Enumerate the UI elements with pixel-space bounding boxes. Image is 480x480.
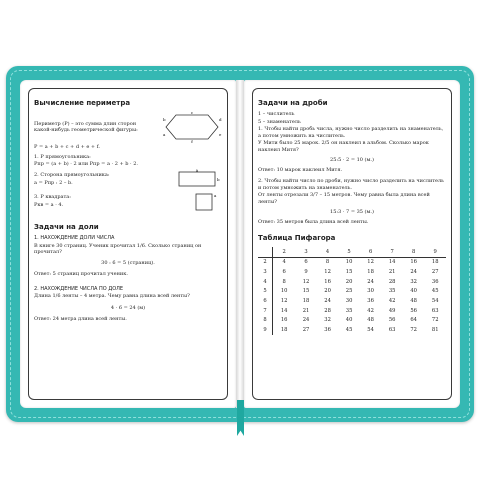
pythagoras-cell: 14 <box>388 259 396 266</box>
square-formula: Pкв = a · 4. <box>34 201 64 208</box>
pythagoras-cell: 12 <box>367 259 374 266</box>
pythagoras-cell: 4 <box>258 277 273 287</box>
pythagoras-cell: 9 <box>304 268 308 275</box>
pythagoras-cell: 12 <box>302 278 310 285</box>
pythagoras-cell: 10 <box>345 259 353 266</box>
pythagoras-cell: 28 <box>324 307 331 314</box>
pythagoras-header-cell: 6 <box>360 247 382 257</box>
pythagoras-cell: 20 <box>324 288 331 295</box>
pythagoras-header-cell: 3 <box>295 247 317 257</box>
pythagoras-cell: 49 <box>388 307 396 314</box>
pythagoras-cell: 7 <box>258 306 273 316</box>
pythagoras-header-cell: 9 <box>424 247 446 257</box>
pythagoras-header-cell: 8 <box>403 247 425 257</box>
pythagoras-cell: 63 <box>388 327 396 334</box>
pythagoras-cell: 21 <box>388 268 396 275</box>
pythagoras-cell: 6 <box>304 259 308 266</box>
perimeter-def-row <box>34 111 222 143</box>
pythagoras-cell: 54 <box>367 327 374 334</box>
pythagoras-cell: 56 <box>388 317 396 324</box>
pythagoras-cell: 12 <box>280 298 288 305</box>
pythagoras-cell: 27 <box>302 327 310 334</box>
pythagoras-cell: 16 <box>280 317 288 324</box>
pythagoras-cell: 12 <box>324 268 331 275</box>
pythagoras-cell: 72 <box>410 327 417 334</box>
pythagoras-cell: 9 <box>258 326 273 336</box>
square-label: 3. P квадрата: <box>34 194 71 200</box>
fractions-rule1-calc: 25:5 · 2 = 10 (м.) <box>330 156 374 163</box>
shares-section2-calc: 4 · 6 = 24 (м) <box>110 304 146 311</box>
pythagoras-cell: 4 <box>282 259 286 266</box>
side-row <box>34 169 222 189</box>
fractions-note-denominator: 5 – знаменатель <box>258 118 301 125</box>
pythagoras-cell: 40 <box>345 317 353 324</box>
pythagoras-cell: 18 <box>367 268 374 275</box>
pythagoras-cell: 40 <box>410 288 417 295</box>
pythagoras-cell: 48 <box>367 317 374 324</box>
shares-section2-answer: Ответ: 24 метра длина всей ленты. <box>34 315 127 322</box>
pythagoras-cell: 42 <box>367 307 374 314</box>
shares-section2-text: Длина 1/6 ленты – 4 метра. Чему равна длина всей ленты? <box>34 293 190 300</box>
pythagoras-cell: 64 <box>410 317 417 324</box>
rect-formula: Pпр = (a + b) · 2 или Pпр = a · 2 + b · 2. <box>34 161 138 168</box>
pythagoras-cell: 6 <box>282 268 286 275</box>
shares-title: Задачи на доли <box>34 223 99 231</box>
square-row <box>34 189 222 213</box>
square-label-a: a <box>214 193 217 198</box>
pythagoras-cell: 28 <box>388 278 396 285</box>
pythagoras-cell: 15 <box>302 288 310 295</box>
bookmark-ribbon <box>237 400 244 436</box>
pythagoras-cell: 18 <box>280 327 288 334</box>
hex-label-d: d <box>219 116 222 122</box>
notebook-spine <box>236 80 244 408</box>
shares-section1-calc: 30 : 6 = 5 (страниц). <box>101 260 155 266</box>
pythagoras-table <box>258 247 446 335</box>
pythagoras-cell: 45 <box>345 327 353 334</box>
hex-label-a: a <box>163 131 166 137</box>
rect-label: 1. P прямоугольника: <box>34 153 91 160</box>
pythagoras-cell: 36 <box>367 298 374 305</box>
pythagoras-header-cell: 2 <box>273 247 296 257</box>
pythagoras-cell: 24 <box>302 317 310 324</box>
shares-section1-text: В книге 30 страниц. Ученик прочитал 1/6. Сколько страниц он прочитал? <box>34 242 202 255</box>
right-page-frame <box>252 88 452 400</box>
side-label: 2. Сторона прямоугольника: <box>34 172 110 178</box>
pythagoras-row <box>258 296 446 306</box>
hex-label-c: c <box>190 110 194 115</box>
hex-label-f: f <box>191 138 193 143</box>
pythagoras-row <box>258 287 446 297</box>
pythagoras-cell: 24 <box>367 278 374 285</box>
fractions-rule2: 2. Чтобы найти число по дроби, нужно число разделить на числитель и потом умножить на знаменатель. <box>258 178 444 191</box>
hex-label-b: b <box>163 116 166 122</box>
pythagoras-cell: 2 <box>258 257 273 267</box>
pythagoras-row <box>258 257 446 267</box>
pythagoras-header-cell <box>258 247 273 257</box>
pythagoras-cell: 35 <box>345 307 353 314</box>
pythagoras-cell: 6 <box>258 296 273 306</box>
pythagoras-cell: 18 <box>302 298 310 305</box>
shares-section1-answer: Ответ: 5 страниц прочитал ученик. <box>34 271 128 278</box>
fractions-rule1: 1. Чтобы найти дробь числа, нужно число разделить на знаменатель, а потом умножить на числитель. <box>258 126 444 139</box>
pythagoras-cell: 3 <box>258 267 273 277</box>
shares-section1-title: 1. НАХОЖДЕНИЕ ДОЛИ ЧИСЛА <box>34 234 115 241</box>
pythagoras-row <box>258 306 446 316</box>
pythagoras-cell: 72 <box>431 317 439 324</box>
fractions-rule2-calc: 15:3 · 7 = 35 (м.) <box>330 208 374 215</box>
pythagoras-cell: 16 <box>410 259 417 266</box>
pythagoras-cell: 42 <box>388 298 396 305</box>
pythagoras-cell: 8 <box>258 316 273 326</box>
fractions-note-numerator: 1 – числитель <box>258 110 295 117</box>
pythagoras-row <box>258 267 446 277</box>
perimeter-definition: Периметр (P) – это сумма длин сторон какой-нибудь геометрической фигуры: <box>34 120 138 133</box>
pythagoras-cell: 16 <box>324 278 331 285</box>
fractions-title: Задачи на дроби <box>258 99 328 107</box>
pythagoras-header-row <box>258 247 446 257</box>
hexagon-figure <box>162 111 222 143</box>
pythagoras-cell: 25 <box>345 288 353 295</box>
pythagoras-cell: 32 <box>324 317 331 324</box>
rect-label-b: b <box>217 177 220 182</box>
pythagoras-row <box>258 316 446 326</box>
pythagoras-cell: 8 <box>282 278 286 285</box>
hex-label-e: e <box>219 131 222 137</box>
perimeter-formula: P = a + b + c + d + e + f. <box>34 144 100 151</box>
pythagoras-cell: 30 <box>345 298 353 305</box>
pythagoras-row <box>258 326 446 336</box>
pythagoras-cell: 15 <box>345 268 353 275</box>
pythagoras-cell: 8 <box>325 259 330 266</box>
pythagoras-cell: 18 <box>431 259 439 266</box>
pythagoras-cell: 24 <box>324 298 331 305</box>
fractions-rule1-answer: Ответ: 10 марок наклеил Митя. <box>258 167 343 173</box>
fractions-rule2-answer: Ответ: 35 метров была длина всей ленты. <box>258 219 369 225</box>
pythagoras-header-cell: 4 <box>317 247 339 257</box>
pythagoras-title: Таблица Пифагора <box>258 234 336 243</box>
pythagoras-cell: 30 <box>367 288 374 295</box>
pythagoras-cell: 54 <box>431 298 439 305</box>
pythagoras-cell: 32 <box>410 278 417 285</box>
fractions-rule1-task: У Мити было 25 марок. 2/5 он наклеил в альбом. Сколько марок наклеил Митя? <box>258 140 429 153</box>
pythagoras-header-cell: 5 <box>338 247 360 257</box>
pythagoras-header-cell: 7 <box>381 247 403 257</box>
right-page <box>244 80 460 408</box>
pythagoras-cell: 5 <box>258 287 273 297</box>
left-page <box>20 80 236 408</box>
rect-label-a: a <box>195 169 199 173</box>
pythagoras-row <box>258 277 446 287</box>
pythagoras-cell: 56 <box>410 307 417 314</box>
rect-row <box>34 152 222 169</box>
pythagoras-cell: 14 <box>280 307 288 314</box>
pythagoras-cell: 21 <box>302 307 310 314</box>
pythagoras-cell: 35 <box>388 288 396 295</box>
pythagoras-cell: 36 <box>431 278 439 285</box>
pythagoras-cell: 27 <box>431 268 439 275</box>
pythagoras-cell: 36 <box>324 327 331 334</box>
pythagoras-cell: 48 <box>410 298 417 305</box>
pythagoras-cell: 10 <box>280 288 288 295</box>
square-figure <box>186 189 222 213</box>
left-page-frame <box>28 88 228 400</box>
side-formula: a = Pпр : 2 – b. <box>34 179 73 186</box>
pythagoras-cell: 20 <box>345 278 353 285</box>
fractions-rule2-task: От ленты отрезали 3/7 – 15 метров. Чему равна была длина всей ленты? <box>258 192 430 205</box>
shares-section2-title: 2. НАХОЖДЕНИЕ ЧИСЛА ПО ДОЛЕ <box>34 285 124 292</box>
pythagoras-cell: 81 <box>431 327 439 334</box>
pythagoras-cell: 24 <box>410 268 417 275</box>
perimeter-title: Вычисление периметра <box>34 99 131 107</box>
rectangle-figure <box>176 169 222 189</box>
pythagoras-cell: 45 <box>431 288 439 295</box>
pythagoras-cell: 63 <box>431 307 439 314</box>
